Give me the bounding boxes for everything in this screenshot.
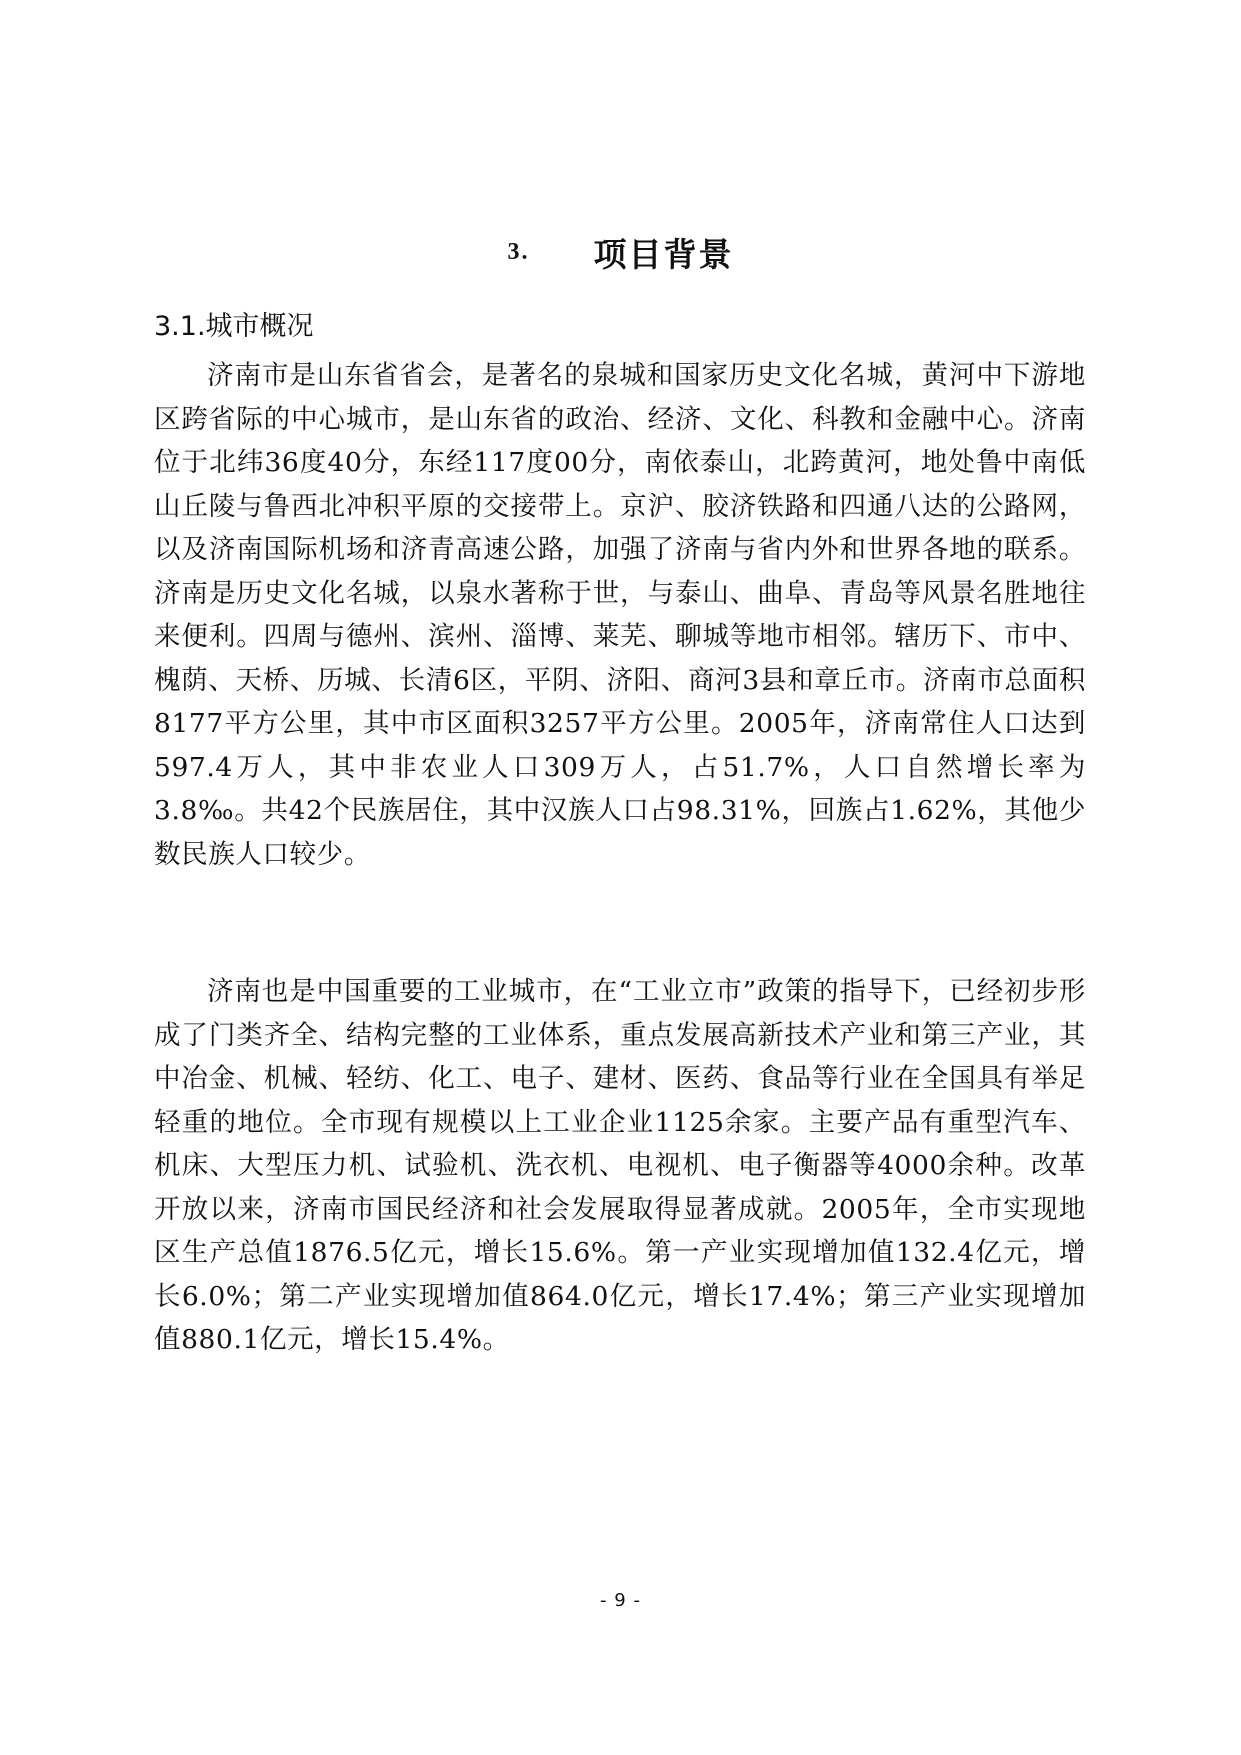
subsection-title: 3.1.城市概况 [154, 311, 314, 343]
page-number: - 9 - [600, 1590, 641, 1611]
paragraph-industry: 济南也是中国重要的工业城市，在“工业立市”政策的指导下，已经初步形成了门类齐全、结构完整的工业体系，重点发展高新技术产业和第三产业，其中冶金、机械、轻纺、化工、电子、建材、医药、食品等行业在全国具有举足轻重的地位。全市现有规模以上工业企业1125余家。主要产品有重型汽车、机床、大型压力机、试验机、洗衣机、电视机、电子衡器等4000余种。改革开放以来，济南市国民经济和社会发展取得显著成就。2005年，全市实现地区生产总值1876.5亿元，增长15.6%。第一产业实现增加值132.4亿元，增长6.0%；第二产业实现增加值864.0亿元，增长17.4%；第三产业实现增加值880.1亿元，增长15.4%。 [154, 976, 1086, 1355]
section-title: 项目背景 [593, 234, 734, 274]
section-heading [0, 227, 1241, 277]
section-number: 3. [507, 238, 530, 265]
paragraph-city-overview: 济南市是山东省省会，是著名的泉城和国家历史文化名城，黄河中下游地区跨省际的中心城市，是山东省的政治、经济、文化、科教和金融中心。济南位于北纬36度40分，东经117度00分，南依泰山，北跨黄河，地处鲁中南低山丘陵与鲁西北冲积平原的交接带上。京沪、胶济铁路和四通八达的公路网，以及济南国际机场和济青高速公路，加强了济南与省内外和世界各地的联系。济南是历史文化名城，以泉水著称于世，与泰山、曲阜、青岛等风景名胜地往来便利。四周与德州、滨州、淄博、莱芜、聊城等地市相邻。辖历下、市中、槐荫、天桥、历城、长清6区，平阴、济阳、商河3县和章丘市。济南市总面积8177平方公里，其中市区面积3257平方公里。2005年，济南常住人口达到597.4万人，其中非农业人口309万人，占51.7%，人口自然增长率为3.8‰。共42个民族居住，其中汉族人口占98.31%，回族占1.62%，其他少数民族人口较少。 [154, 360, 1086, 870]
